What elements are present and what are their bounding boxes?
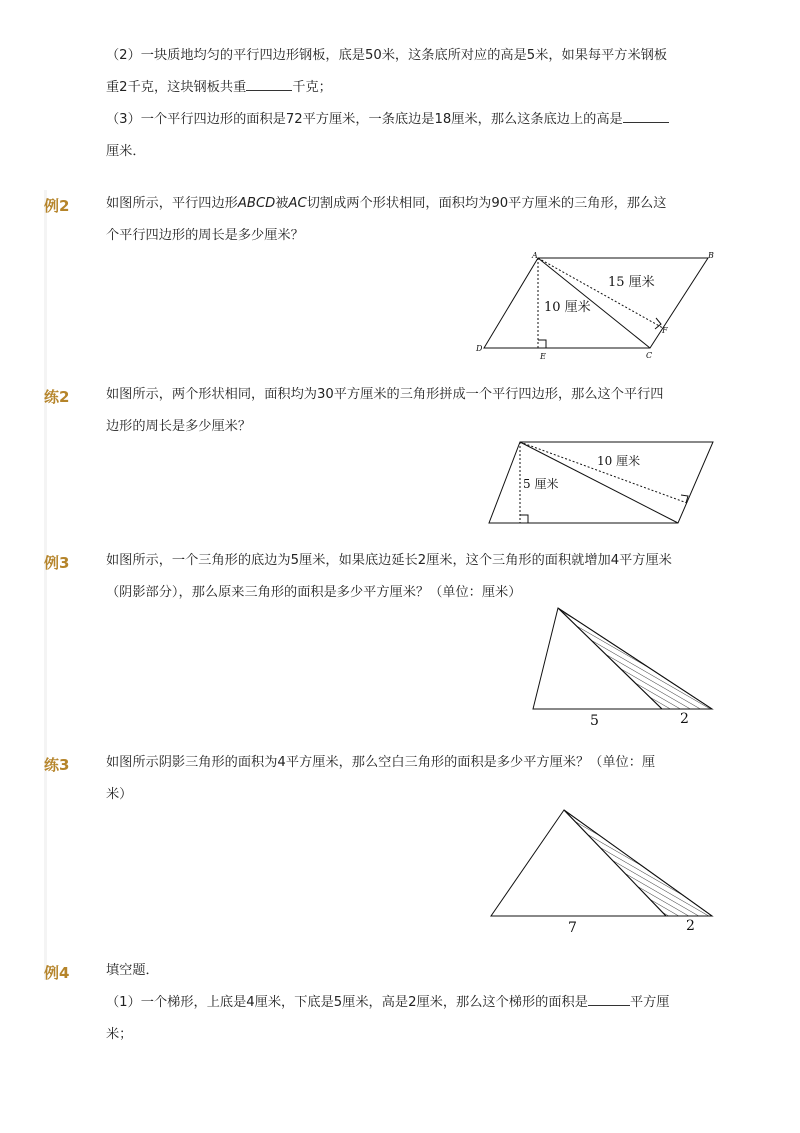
example-3-tag: 例3 — [44, 554, 70, 572]
practice-2-text — [106, 379, 716, 443]
question-3 — [106, 104, 716, 168]
vertex-label-d: D — [476, 344, 483, 353]
triangle-figure-base-7 — [486, 805, 716, 935]
extension-label: 2 — [680, 711, 689, 727]
example-2-text — [106, 188, 716, 252]
base-label: 7 — [568, 920, 577, 935]
example-2-line-1: 如图所示，平行四边形ABCD被AC切割成两个形状相同，面积均为90平方厘米的三角形，那么这 — [106, 196, 667, 211]
example-4-tag: 例4 — [44, 964, 70, 982]
question-2-line-2: 重2千克，这块钢板共重 千克； — [106, 72, 716, 104]
example-4-line-2: 米； — [106, 1027, 133, 1042]
practice-3-text — [106, 747, 716, 811]
question-2-line-1: （2）一块质地均匀的平行四边形钢板，底是50米，这条底所对应的高是5米，如果每平方米钢板 — [106, 48, 668, 63]
triangle-figure-base-5 — [528, 604, 718, 730]
example-4-text — [106, 955, 716, 1051]
example-4-line-1: （1）一个梯形，上底是4厘米，下底是5厘米，高是2厘米，那么这个梯形的面积是 平方厘 — [106, 987, 716, 1019]
answer-blank[interactable] — [246, 72, 292, 91]
extension-label: 2 — [686, 918, 695, 934]
practice-2-line-1: 如图所示，两个形状相同，面积均为30平方厘米的三角形拼成一个平行四边形，那么这个平行四 — [106, 387, 664, 402]
example-2-tag: 例2 — [44, 197, 70, 215]
question-2 — [106, 40, 716, 104]
practice-2-line-2: 边形的周长是多少厘米？ — [106, 419, 252, 434]
question-3-line-1: （3）一个平行四边形的面积是72平方厘米，一条底边是18厘米，那么这条底边上的高是 — [106, 104, 716, 136]
length-label-15: 15 厘米 — [608, 275, 655, 290]
example-2-line-2: 个平行四边形的周长是多少厘米？ — [106, 228, 304, 243]
vertex-label-b: B — [708, 251, 714, 260]
example-4-line-0: 填空题． — [106, 963, 159, 978]
example-3-text — [106, 545, 716, 609]
question-3-line-2: 厘米． — [106, 144, 146, 159]
practice-3-tag: 练3 — [44, 756, 70, 774]
length-label-10: 10 厘米 — [597, 454, 641, 468]
answer-blank[interactable] — [588, 987, 630, 1006]
base-label: 5 — [590, 713, 599, 729]
vertex-label-c: C — [646, 351, 653, 360]
practice-2-tag: 练2 — [44, 388, 70, 406]
vertex-label-e: E — [540, 352, 546, 361]
practice-3-line-1: 如图所示阴影三角形的面积为4平方厘米，那么空白三角形的面积是多少平方厘米？（单位：厘 — [106, 755, 656, 770]
vertex-label-f: F — [662, 326, 668, 335]
parallelogram-figure-two-triangles — [485, 437, 720, 529]
example-3-line-1: 如图所示，一个三角形的底边为5厘米，如果底边延长2厘米，这个三角形的面积就增加4平方厘米 — [106, 553, 672, 568]
length-label-10: 10 厘米 — [544, 300, 591, 315]
vertex-label-a: A — [532, 251, 538, 260]
left-margin-bar — [44, 190, 47, 980]
parallelogram-figure-abcd — [470, 248, 720, 362]
example-3-line-2: （阴影部分），那么原来三角形的面积是多少平方厘米？（单位：厘米） — [106, 585, 522, 600]
practice-3-line-2: 米） — [106, 787, 133, 802]
answer-blank[interactable] — [623, 104, 669, 123]
length-label-5: 5 厘米 — [523, 477, 559, 491]
